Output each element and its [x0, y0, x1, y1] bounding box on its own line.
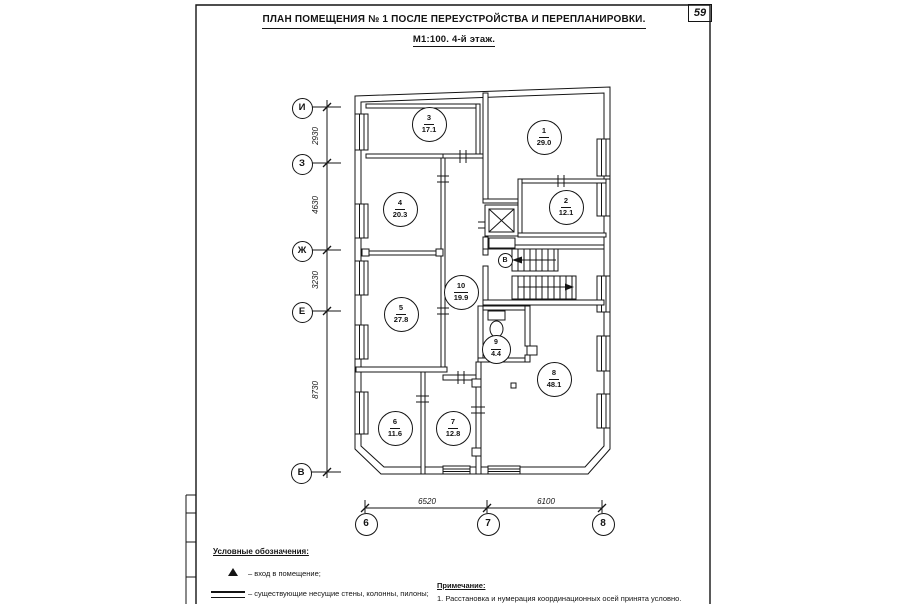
dim-left-1: 2930 — [311, 127, 320, 145]
legend-item-walls: – существующие несущие стены, колонны, пилоны; — [248, 589, 429, 598]
drawing-subtitle: М1:100. 4-й этаж. — [413, 34, 495, 48]
room-number: 7 — [448, 418, 458, 429]
room-area: 20.3 — [392, 209, 408, 219]
entrance-mark: В — [498, 253, 513, 268]
room-stamp-1 — [527, 120, 562, 155]
room-area: 4.4 — [491, 350, 501, 358]
room-stamp-4 — [383, 192, 418, 227]
room-area: 12.8 — [445, 428, 461, 438]
title-block — [196, 9, 712, 47]
bottom-axis-dimension-line — [361, 497, 606, 513]
dim-left-4: 8730 — [311, 381, 320, 399]
room-stamp-7 — [436, 411, 471, 446]
room-area: 29.0 — [536, 137, 552, 147]
room-area: 19.9 — [453, 292, 469, 302]
toilet — [488, 311, 505, 337]
axis-bubble-6: 6 — [355, 513, 378, 536]
axis-bubble-e: Е — [292, 302, 313, 323]
room-number: 4 — [395, 199, 405, 210]
note-line-1: 1. Расстановка и нумерация координационных осей принята условно. — [437, 594, 682, 603]
room-stamp-10 — [444, 275, 479, 310]
room-area: 17.1 — [421, 124, 437, 134]
axis-bubble-8: 8 — [592, 513, 615, 536]
room-area: 12.1 — [558, 207, 574, 217]
page-number: 59 — [688, 4, 712, 22]
bearing-wall-symbol — [211, 591, 245, 598]
drawing-title: ПЛАН ПОМЕЩЕНИЯ № 1 ПОСЛЕ ПЕРЕУСТРОЙСТВА И ПЕРЕПЛАНИРОВКИ. — [262, 14, 645, 29]
dim-left-2: 4630 — [311, 196, 320, 214]
room-number: 1 — [539, 127, 549, 138]
dim-bottom-1: 6520 — [418, 497, 436, 506]
axis-bubble-7: 7 — [477, 513, 500, 536]
room-number: 10 — [454, 282, 468, 293]
room-stamp-5 — [384, 297, 419, 332]
legend-heading: Условные обозначения: — [213, 547, 309, 556]
legend-item-entrance: – вход в помещение; — [248, 569, 321, 578]
room-stamp-8 — [537, 362, 572, 397]
room-area: 27.8 — [393, 314, 409, 324]
room-number: 5 — [396, 304, 406, 315]
axis-bubble-v: В — [291, 463, 312, 484]
entrance-triangle-icon — [228, 568, 238, 576]
room-stamp-9 — [482, 335, 511, 364]
note-heading: Примечание: — [437, 581, 486, 590]
room-number: 3 — [424, 114, 434, 125]
axis-bubble-i: И — [292, 98, 313, 119]
room-stamp-2 — [549, 190, 584, 225]
room-number: 8 — [549, 369, 559, 380]
room-number: 6 — [390, 418, 400, 429]
room-area: 48.1 — [546, 379, 562, 389]
room-number: 9 — [491, 339, 501, 349]
room-number: 2 — [561, 197, 571, 208]
axis-bubble-z: З — [292, 154, 313, 175]
staircase — [512, 249, 576, 299]
axis-bubble-zh: Ж — [292, 241, 313, 262]
dim-left-3: 3230 — [311, 271, 320, 289]
column — [511, 383, 516, 388]
room-stamp-3 — [412, 107, 447, 142]
dim-bottom-2: 6100 — [537, 497, 555, 506]
elevator-shaft — [485, 205, 518, 248]
room-area: 11.6 — [387, 428, 403, 438]
room-stamp-6 — [378, 411, 413, 446]
